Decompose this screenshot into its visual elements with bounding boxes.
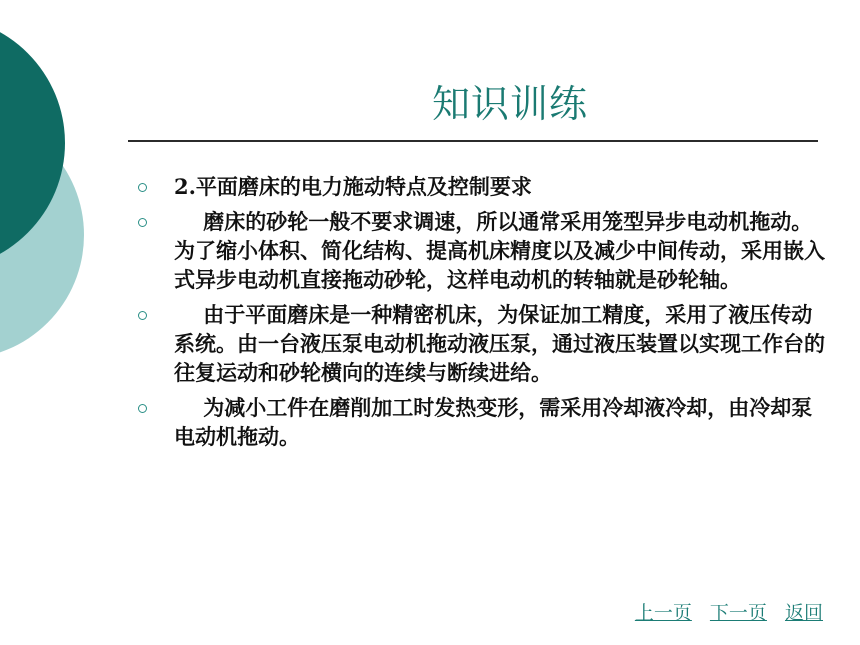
bullet-item	[138, 172, 828, 201]
bullet-text: 为减小工件在磨削加工时发热变形，需采用冷却液冷却，由冷却泵电动机拖动。	[174, 395, 813, 449]
bullet-list	[138, 172, 828, 457]
bullet-circle-icon	[138, 311, 147, 320]
bullet-item	[138, 393, 828, 451]
next-page-link[interactable]: 下一页	[709, 602, 767, 624]
bullet-text: 2.平面磨床的电力施动特点及控制要求	[174, 174, 532, 199]
bullet-circle-icon	[138, 183, 147, 192]
decorative-circles	[0, 0, 140, 360]
bullet-circle-icon	[138, 218, 147, 227]
slide-navigation	[623, 598, 823, 625]
bullet-text: 由于平面磨床是一种精密机床，为保证加工精度，采用了液压传动系统。由一台液压泵电动机拖动液压泵，通过液压装置以实现工作台的往复运动和砂轮横向的连续与断续进给。	[174, 302, 825, 385]
bullet-item	[138, 207, 828, 294]
slide-title: 知识训练	[431, 82, 588, 126]
prev-page-link[interactable]: 上一页	[634, 602, 692, 624]
bullet-text: 磨床的砂轮一般不要求调速，所以通常采用笼型异步电动机拖动。为了缩小体积、简化结构、提高机床精度以及减少中间传动，采用嵌入式异步电动机直接拖动砂轮，这样电动机的转轴就是砂轮轴。	[174, 209, 825, 292]
back-link[interactable]: 返回	[784, 602, 823, 624]
title-divider	[128, 140, 818, 142]
bullet-circle-icon	[138, 404, 147, 413]
bullet-item	[138, 300, 828, 387]
